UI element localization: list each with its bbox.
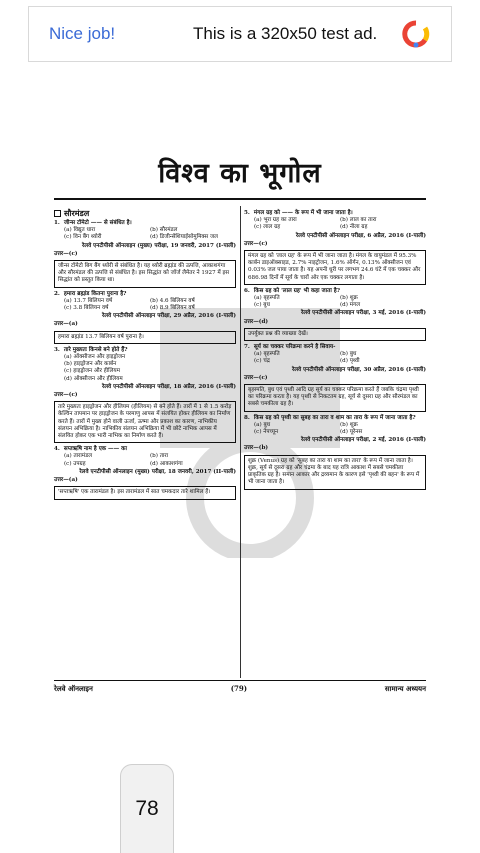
question-6: 6. किस ग्रह को 'लाल ग्रह' भी कहा जाता है? (a) बृहस्पति (b) शुक्र (c) बुध (d) मंगल रेलवे एनटीपीसी ऑनलाइन परीक्षा, 3 मई, 2016 (I-पाली) उत्तर—(d) उपर्युक्त प्रश्न की व्याख्या देखें।: [244, 288, 426, 341]
page-footer: [54, 684, 426, 693]
question-1: 1. जीन्स टॉमेटो —— से संबंधित है। (a) विद्युत धारा (b) सौरमंडल (c) विन बैंग थ्योरी (d) डिजीन्सेशियाईसोमुमिक्स जल रेलवे एनटीपीसी ऑनलाइन (मुख्य) परीक्षा, 19 जनवरी, 2017 (I-पाली) उत्तर—(c) जीन्स टॉमेटो बिग बैंग थ्योरी से संबंधित है। यह थ्योरी ब्रह्मांड की उत्पत्ति, आकाशगंगा और सौरमंडल की उत्पत्ति से संबंधित है। इस सिद्धांत को जॉर्ज लैमेतर ने 1927 में इस सिद्धांत को प्रस्तुत किया था।: [54, 220, 236, 288]
footer-rule: [54, 680, 426, 681]
column-divider: [240, 206, 241, 678]
page-number-label: 78: [135, 797, 159, 820]
page-title: विश्व का भूगोल: [158, 158, 322, 189]
ad-text[interactable]: This is a 320x50 test ad.: [193, 24, 378, 43]
question-2: 2. हमारा ब्रह्मांड कितना पुराना है? (a) 13.7 बिलियन वर्ष (b) 4.6 बिलियन वर्ष (c) 3.8 बिलियन वर्ष (d) 8.9 बिलियन वर्ष रेलवे एनटीपीसी ऑनलाइन परीक्षा, 29 अप्रैल, 2016 (I-पाली) उत्तर—(a) हमारा ब्रह्मांड 13.7 बिलियन वर्ष पुराना है।: [54, 291, 236, 344]
book-page: [50, 148, 430, 708]
question-3: 3. तारे मुख्यतः किनसे बने होते हैं? (a) ऑक्सीजन और हाइड्रोजन (b) हाइड्रोजन और कार्बन (c) हाइड्रोजन और हीलियम (d) ऑक्सीजन और हीलियम रेलवे एनटीपीसी ऑनलाइन परीक्षा, 18 अप्रैल, 2016 (I-पाली) उत्तर—(c) तारे मुख्यतः हाइड्रोजन और हीलियम (हीलियम) से बने होते हैं। तारों में 1 से 1.5 करोड़ केल्विन तापमान पर हाइड्रोजन के परमाणु आपस में संलयित होकर हीलियम का निर्माण करते हैं। तारों में मुख्य होने वाली ऊर्जा, ऊष्मा और प्रकाश का कारण, नाभिकीय संलयन अभिक्रिया है। नाभिकीय संलयन अभिक्रिया में भी छोटे नाभिक आपस में संलयित होकर एक भारी नाभिक का निर्माण करते हैं।: [54, 347, 236, 443]
question-5: 5. मंगल ग्रह को —— के रूप में भी जाना जाता है। (a) भूरा ग्रह का तारा (b) लाल का तारा (c) लाल ग्रह (d) नीला ग्रह रेलवे एनटीपीसी ऑनलाइन परीक्षा, 6 अप्रैल, 2016 (I-पाली) उत्तर—(c) मंगल ग्रह को 'लाल ग्रह' के रूप में भी जाना जाता है। मंगल के वायुमंडल में 95.3% कार्बन डाइऑक्साइड, 2.7% नाइट्रोजन, 1.6% ऑर्गन, 0.13% ऑक्सीजन एवं 0.03% जल पाया जाता है। यह अपनी धुरी पर लगभग 24.6 घंटे में एक चक्कर और 686.98 दिनों में सूर्य के चारों ओर एक चक्कर लगाता है।: [244, 210, 426, 285]
page-number-indicator[interactable]: [120, 764, 174, 853]
right-column: [244, 208, 426, 493]
footer-right: सामान्य अध्ययन: [384, 684, 426, 693]
ad-nice-label[interactable]: Nice job!: [49, 24, 116, 43]
left-column: [54, 208, 236, 503]
question-8: 8. किस ग्रह को पृथ्वी का सुबह का तारा व शाम का तारा के रूप में जाना जाता है? (a) बुध (b) शुक्र (c) नेपच्यून (d) यूरेनस रेलवे एनटीपीसी ऑनलाइन परीक्षा, 2 मई, 2016 (I-पाली) उत्तर—(b) शुक्र (Venus) ग्रह को 'सुबह का तारा या शाम का तारा' के रूप में जाना जाता है। शुक्र, सूर्य से दूसरा ग्रह और चंद्रमा के बाद यह रात्रि आकाश में सबसे चमकीला प्राकृतिक ग्रह है। समान आकार और द्रव्यमान के कारण इसे 'पृथ्वी की बहन' के रूप में भी जाना जाता है।: [244, 415, 426, 490]
ad-banner[interactable]: [28, 6, 452, 62]
question-4: 4. सप्तऋषि नाम है एक —— का (a) तारामंडल (b) तारा (c) उपग्रह (d) आकाशगंगा रेलवे एनटीपीसी ऑनलाइन (मुख्य) परीक्षा, 18 जनवरी, 2017 (II-पाली) उत्तर—(a) 'सप्तऋषि' एक तारामंडल है। इस तारामंडल में सात चमकदार तारे शामिल हैं।: [54, 446, 236, 499]
footer-page-number: (79): [230, 684, 248, 693]
footer-left: रेलवे ऑनलाइन: [54, 684, 93, 693]
google-ad-logo-icon[interactable]: [401, 19, 431, 49]
checkbox-square-icon: [54, 210, 61, 217]
section-heading: सौरमंडल: [54, 208, 236, 218]
title-rule: [54, 198, 426, 200]
question-7: 7. सूर्य का चक्कर परिक्रमा करने है सिवाय- (a) बृहस्पति (b) बुध (c) चंद्र (d) पृथ्वी रेलवे एनटीपीसी ऑनलाइन परीक्षा, 30 अप्रैल, 2016 (I-पाली) उत्तर—(c) बृहस्पति, बुध एवं पृथ्वी आदि ग्रह सूर्य का चक्कर परिक्रमा करते हैं जबकि चंद्रमा पृथ्वी का परिक्रमा करता है। यह पृथ्वी से निकटतम ग्रह, सूर्य से दूसरा ग्रह और सौरमंडल का सबसे चमकीला ग्रह है।: [244, 344, 426, 412]
